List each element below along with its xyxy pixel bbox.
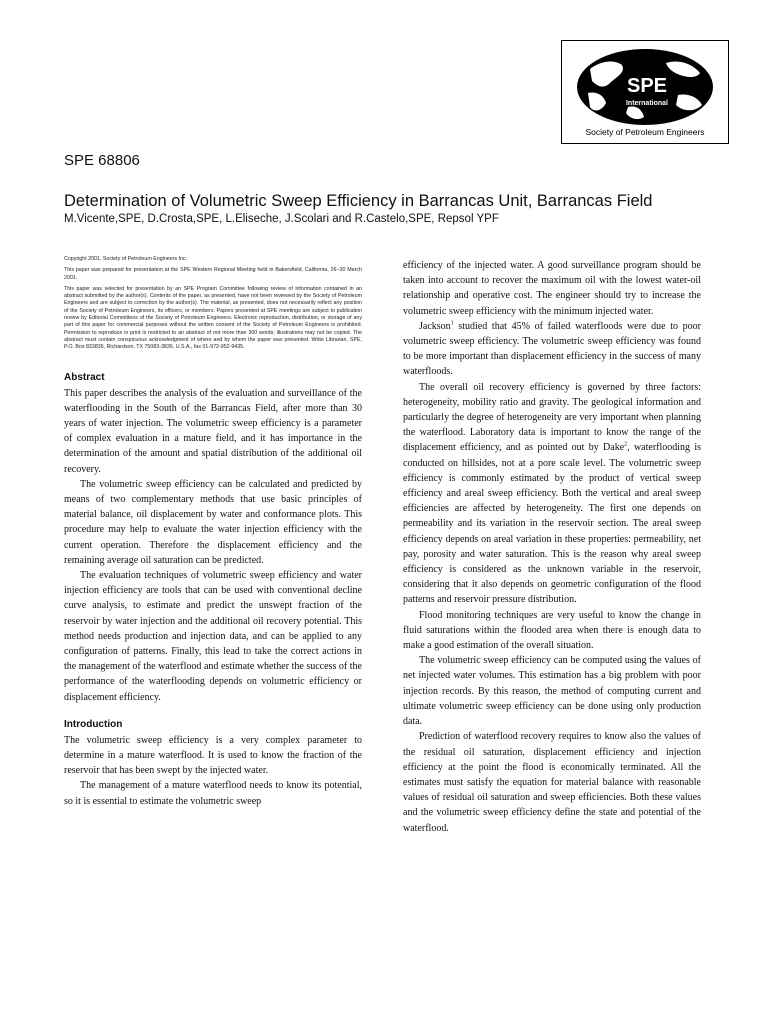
selection-note: This paper was selected for presentation by an SPE Program Committee following review of information contained in an abstract submitted by the author(s). Contents of the paper, as presented, have not been reviewed by the Society of Petroleum Engineers and are subject to correction by the author(s). The material, as presented, does not necessarily reflect any position of the Society of Petroleum Engineers, its officers, or members. Papers presented at SPE meetings are subject to publication review by Editorial Committees of the Society of Petroleum Engineers. Electronic reproduction, distribution, or storage of any part of this paper for commercial purposes without the written consent of the Society of Petroleum Engineers is prohibited. Permission to reproduce in print is restricted to an abstract of not more than 300 words; illustrations may not be copied. The abstract must contain conspicuous acknowledgment of where and by whom the paper was presented. Write Librarian, SPE, P.O. Box 833836, Richardson, TX 75083-3836, U.S.A., fax 01-972-952-9435. bbox=[64, 285, 362, 351]
left-column bbox=[64, 256, 362, 809]
logo-sub: International bbox=[625, 100, 669, 107]
authors: M.Vicente,SPE, D.Crosta,SPE, L.Eliseche, J.Scolari and R.Castelo,SPE, Repsol YPF bbox=[64, 213, 499, 225]
citation-name: Jackson bbox=[419, 320, 451, 332]
introduction-heading: Introduction bbox=[64, 718, 123, 730]
reference-marker: 2 bbox=[624, 442, 628, 449]
body-paragraph: Flood monitoring techniques are very useful to know the change in fluid saturations within the flooded area when there is enough data to make a good estimation of the overall situation. bbox=[403, 609, 701, 652]
intro-paragraph: The management of a mature waterflood needs to know its potential, so it is essential to estimate the volumetric sweep bbox=[64, 780, 362, 807]
body-paragraph bbox=[403, 319, 701, 380]
paper-number: SPE 68806 bbox=[64, 152, 140, 169]
intro-paragraph: The volumetric sweep efficiency is a very complex parameter to determine in a mature waterflood. It is used to know the fraction of the reservoir that has been swept by the injected water. bbox=[64, 734, 362, 777]
body-text: studied that 45% of failed waterfloods were due to poor volumetric sweep efficiency. The volumetric sweep efficiency was found to be more important than displacement efficiency in the success of many waterfloods. bbox=[403, 320, 701, 378]
globe-icon bbox=[570, 47, 720, 127]
paper-title: Determination of Volumetric Sweep Efficiency in Barrancas Unit, Barrancas Field bbox=[64, 192, 653, 210]
abstract-heading: Abstract bbox=[64, 371, 105, 383]
abstract-paragraph: This paper describes the analysis of the evaluation and surveillance of the waterflooding in the South of the Barrancas Field, after more than 30 years of water injection. The volumetric sweep efficiency is a parameter of complex evaluation in a mature field, and it has importance in the determination of the amount and spatial distribution of the additional oil recovery. bbox=[64, 387, 362, 475]
body-text: The overall oil recovery efficiency is governed by three factors: heterogeneity, mobility ratio and gravity. The geological information and particularly the degree of heterogeneity are very important when planning the waterflood. Laboratory data is important to know the range of the displacement efficiency, and as pointed out by Dake bbox=[403, 381, 701, 454]
body-text: , waterflooding is conducted on hillsides, not at a pore scale level. The volumetric sweep efficiency is commonly estimated by the product of vertical sweep efficiency and areal sweep efficiency. Both the vertical and areal sweep efficiencies are affected by heterogeneity. The first one depends on permeability and its variation in the reservoir section. The areal sweep efficiency depends on areal variation in these properties: permeability, net pay, porosity and water saturation. This is the reason why areal sweep efficiency is considered as the unknown variable in the reservoir, considering that it also depends on geometric configuration of the flood patterns and reservoir pressure distribution. bbox=[403, 442, 702, 606]
abstract-paragraph: The evaluation techniques of volumetric sweep efficiency and water injection efficiency are tools that can be used with conventional decline curve analysis, to estimate and predict the unswept fraction of the reservoir by water injection and the additional oil recovery potential. This method needs production and injection data, and can be applied to any configuration of patterns. Finally, this lead to take the correct actions in the management of the waterflood and estimate whether the success of the performance of the waterflooding depends on volumetric efficiency or displacement efficiency. bbox=[64, 570, 362, 703]
body-paragraph: Prediction of waterflood recovery requires to know also the values of the residual oil saturation, displacement efficiency and injection efficiency at the point the flood is economically terminated. All the estimates must satisfy the equation for material balance with reasonable values of residual oil saturation and sweep efficiencies. Both these values and the volumetric sweep efficiency define the state and potential of the waterflood. bbox=[403, 731, 701, 834]
right-column bbox=[403, 258, 701, 836]
reference-marker: 1 bbox=[450, 320, 454, 327]
logo-brand: SPE bbox=[626, 75, 668, 97]
body-paragraph bbox=[403, 380, 701, 608]
body-paragraph: The volumetric sweep efficiency can be computed using the values of net injected water volumes. This estimation has a big problem with poor injection records. By this reason, the method of computing current and ultimate volumetric sweep efficiency can be done using only production data. bbox=[403, 655, 701, 728]
presentation-note: This paper was prepared for presentation at the SPE Western Regional Meeting held in Bakersfield, California, 26−30 March 2001. bbox=[64, 267, 362, 281]
copyright-line: Copyright 2001, Society of Petroleum Engineers Inc. bbox=[64, 256, 188, 262]
body-paragraph: efficiency of the injected water. A good surveillance program should be taken into account to recover the maximum oil with the lowest water-oil relationship and operative cost. The engineer should try to increase the volumetric sweep efficiency with the minimum injected water. bbox=[403, 260, 701, 317]
abstract-paragraph: The volumetric sweep efficiency can be calculated and predicted by means of two complementary methods that use basic principles of material balance, oil displacement by water and conformance plots. This procedure may help to evaluate the water injection efficiency with the current operation. Therefore the displacement efficiency and the remaining average oil saturation can be predicted. bbox=[64, 478, 362, 566]
logo-society: Society of Petroleum Engineers bbox=[585, 127, 705, 137]
copyright-block bbox=[64, 256, 362, 352]
spe-logo bbox=[561, 40, 729, 144]
